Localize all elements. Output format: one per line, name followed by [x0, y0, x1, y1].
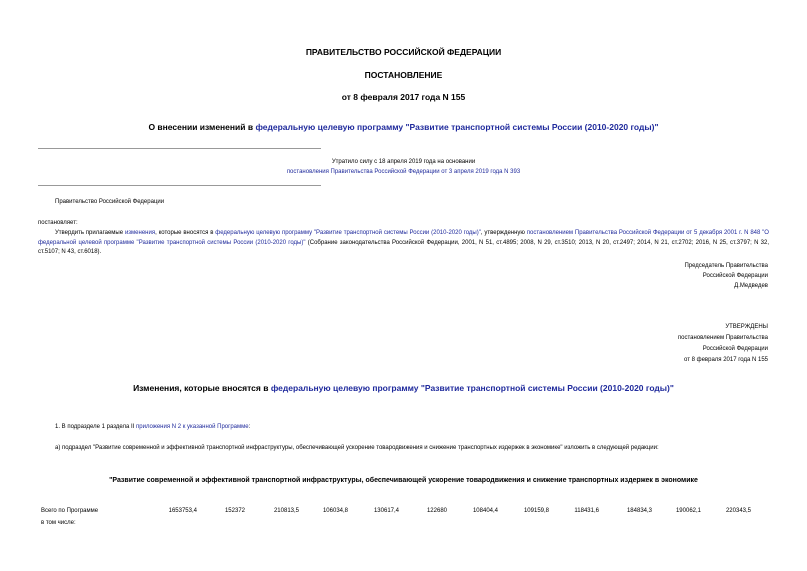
document-title	[0, 122, 807, 132]
item1-suffix: :	[248, 424, 251, 430]
approved-block	[678, 322, 768, 366]
value-2015: 108404,4	[472, 508, 498, 514]
program-link[interactable]: федеральную целевую программу "Развитие транспортной системы России (2010-2020 годы)"	[215, 230, 481, 236]
value-2012: 106034,8	[322, 508, 348, 514]
p1-text-c: , утвержденную	[480, 230, 527, 236]
value-2016: 109159,8	[523, 508, 549, 514]
changes-link[interactable]: изменения	[124, 230, 156, 236]
title-program-link[interactable]: федеральную целевую программу "Развитие транспортной системы России (2010-2020 годы)"	[255, 122, 659, 132]
value-2014: 122680	[426, 508, 447, 514]
value-2019: 190062,1	[675, 508, 701, 514]
value-2018: 184834,3	[626, 508, 652, 514]
government-name: ПРАВИТЕЛЬСТВО РОССИЙСКОЙ ФЕДЕРАЦИИ	[305, 47, 502, 57]
document-type: ПОСТАНОВЛЕНИЕ	[364, 70, 443, 80]
resolution-848-link[interactable]: постановлением Правительства Российской Федерации от 5 декабря 2001 г. N 848 "О федеральной целевой программе "Развитие транспортной системы России (2010-2020 годы)"	[38, 230, 769, 246]
signature-line1: Председатель Правительства	[684, 263, 768, 269]
table-row	[0, 508, 807, 518]
value-2011: 210813,5	[273, 508, 299, 514]
changes-title-link[interactable]: федеральную целевую программу "Развитие транспортной системы России (2010-2020 годы)"	[270, 383, 674, 393]
lost-force-line1: Утратило силу с 18 апреля 2019 года на основании	[331, 159, 476, 165]
signature-line3: Д.Медведев	[734, 283, 768, 289]
divider-bottom	[38, 185, 321, 186]
sub-label: в том числе:	[41, 520, 76, 526]
approved-line3: Российской Федерации	[702, 346, 768, 352]
appendix-2-link[interactable]: приложения N 2 к указанной Программе	[136, 424, 249, 430]
approved-line1: УТВЕРЖДЕНЫ	[725, 324, 768, 330]
item-1	[55, 424, 250, 430]
p1-text-a: Утвердить прилагаемые	[55, 230, 125, 236]
changes-title-prefix: Изменения, которые вносятся в	[133, 383, 271, 393]
paragraph-approve	[38, 229, 769, 258]
value-2020: 220343,5	[725, 508, 751, 514]
p1-text-b: , которые вносятся в	[155, 230, 216, 236]
changes-title	[0, 383, 807, 393]
item1-prefix: 1. В подразделе 1 раздела II	[55, 424, 137, 430]
item-a: а) подраздел "Развитие современной и эффективной транспортной инфраструктуры, обеспечивающей ускорение товародвижения и снижение транспортных издержек в экономике" изложить в следующей редакции:	[55, 445, 659, 451]
lost-force-notice	[0, 169, 807, 175]
section-heading: "Развитие современной и эффективной транспортной инфраструктуры, обеспечивающей ускорение товародвижения и снижение транспортных издержек в экономике	[109, 477, 698, 484]
p1-text-d: (Собрание законодательства Российской Федерации, 2001, N 51, ст.4895; 2008, N 29, ст.3510; 2013, N 20, ст.2497; 2014, N 21, ст.2702; 2016, N 25, ст.3797; N 32, ст.5107; N 43, ст.6018).	[38, 239, 770, 255]
resolves-text: постановляет:	[38, 220, 78, 226]
row-label: Всего по Программе	[41, 508, 99, 514]
document-date-number: от 8 февраля 2017 года N 155	[341, 92, 466, 102]
lost-force-link[interactable]: постановления Правительства Российской Федерации от 3 апреля 2019 года N 393	[286, 169, 521, 175]
signature-line2: Российской Федерации	[702, 273, 768, 279]
divider-top	[38, 148, 321, 149]
approved-line2: постановлением Правительства	[677, 335, 768, 341]
signature-block	[684, 261, 768, 291]
value-2013: 130617,4	[373, 508, 399, 514]
value-total: 1653753,4	[168, 508, 197, 514]
value-2010: 152372	[224, 508, 245, 514]
gov-rf-text: Правительство Российской Федерации	[55, 199, 165, 205]
title-prefix: О внесении изменений в	[148, 122, 256, 132]
value-2017: 118431,6	[574, 508, 599, 514]
approved-line4: от 8 февраля 2017 года N 155	[684, 357, 768, 363]
